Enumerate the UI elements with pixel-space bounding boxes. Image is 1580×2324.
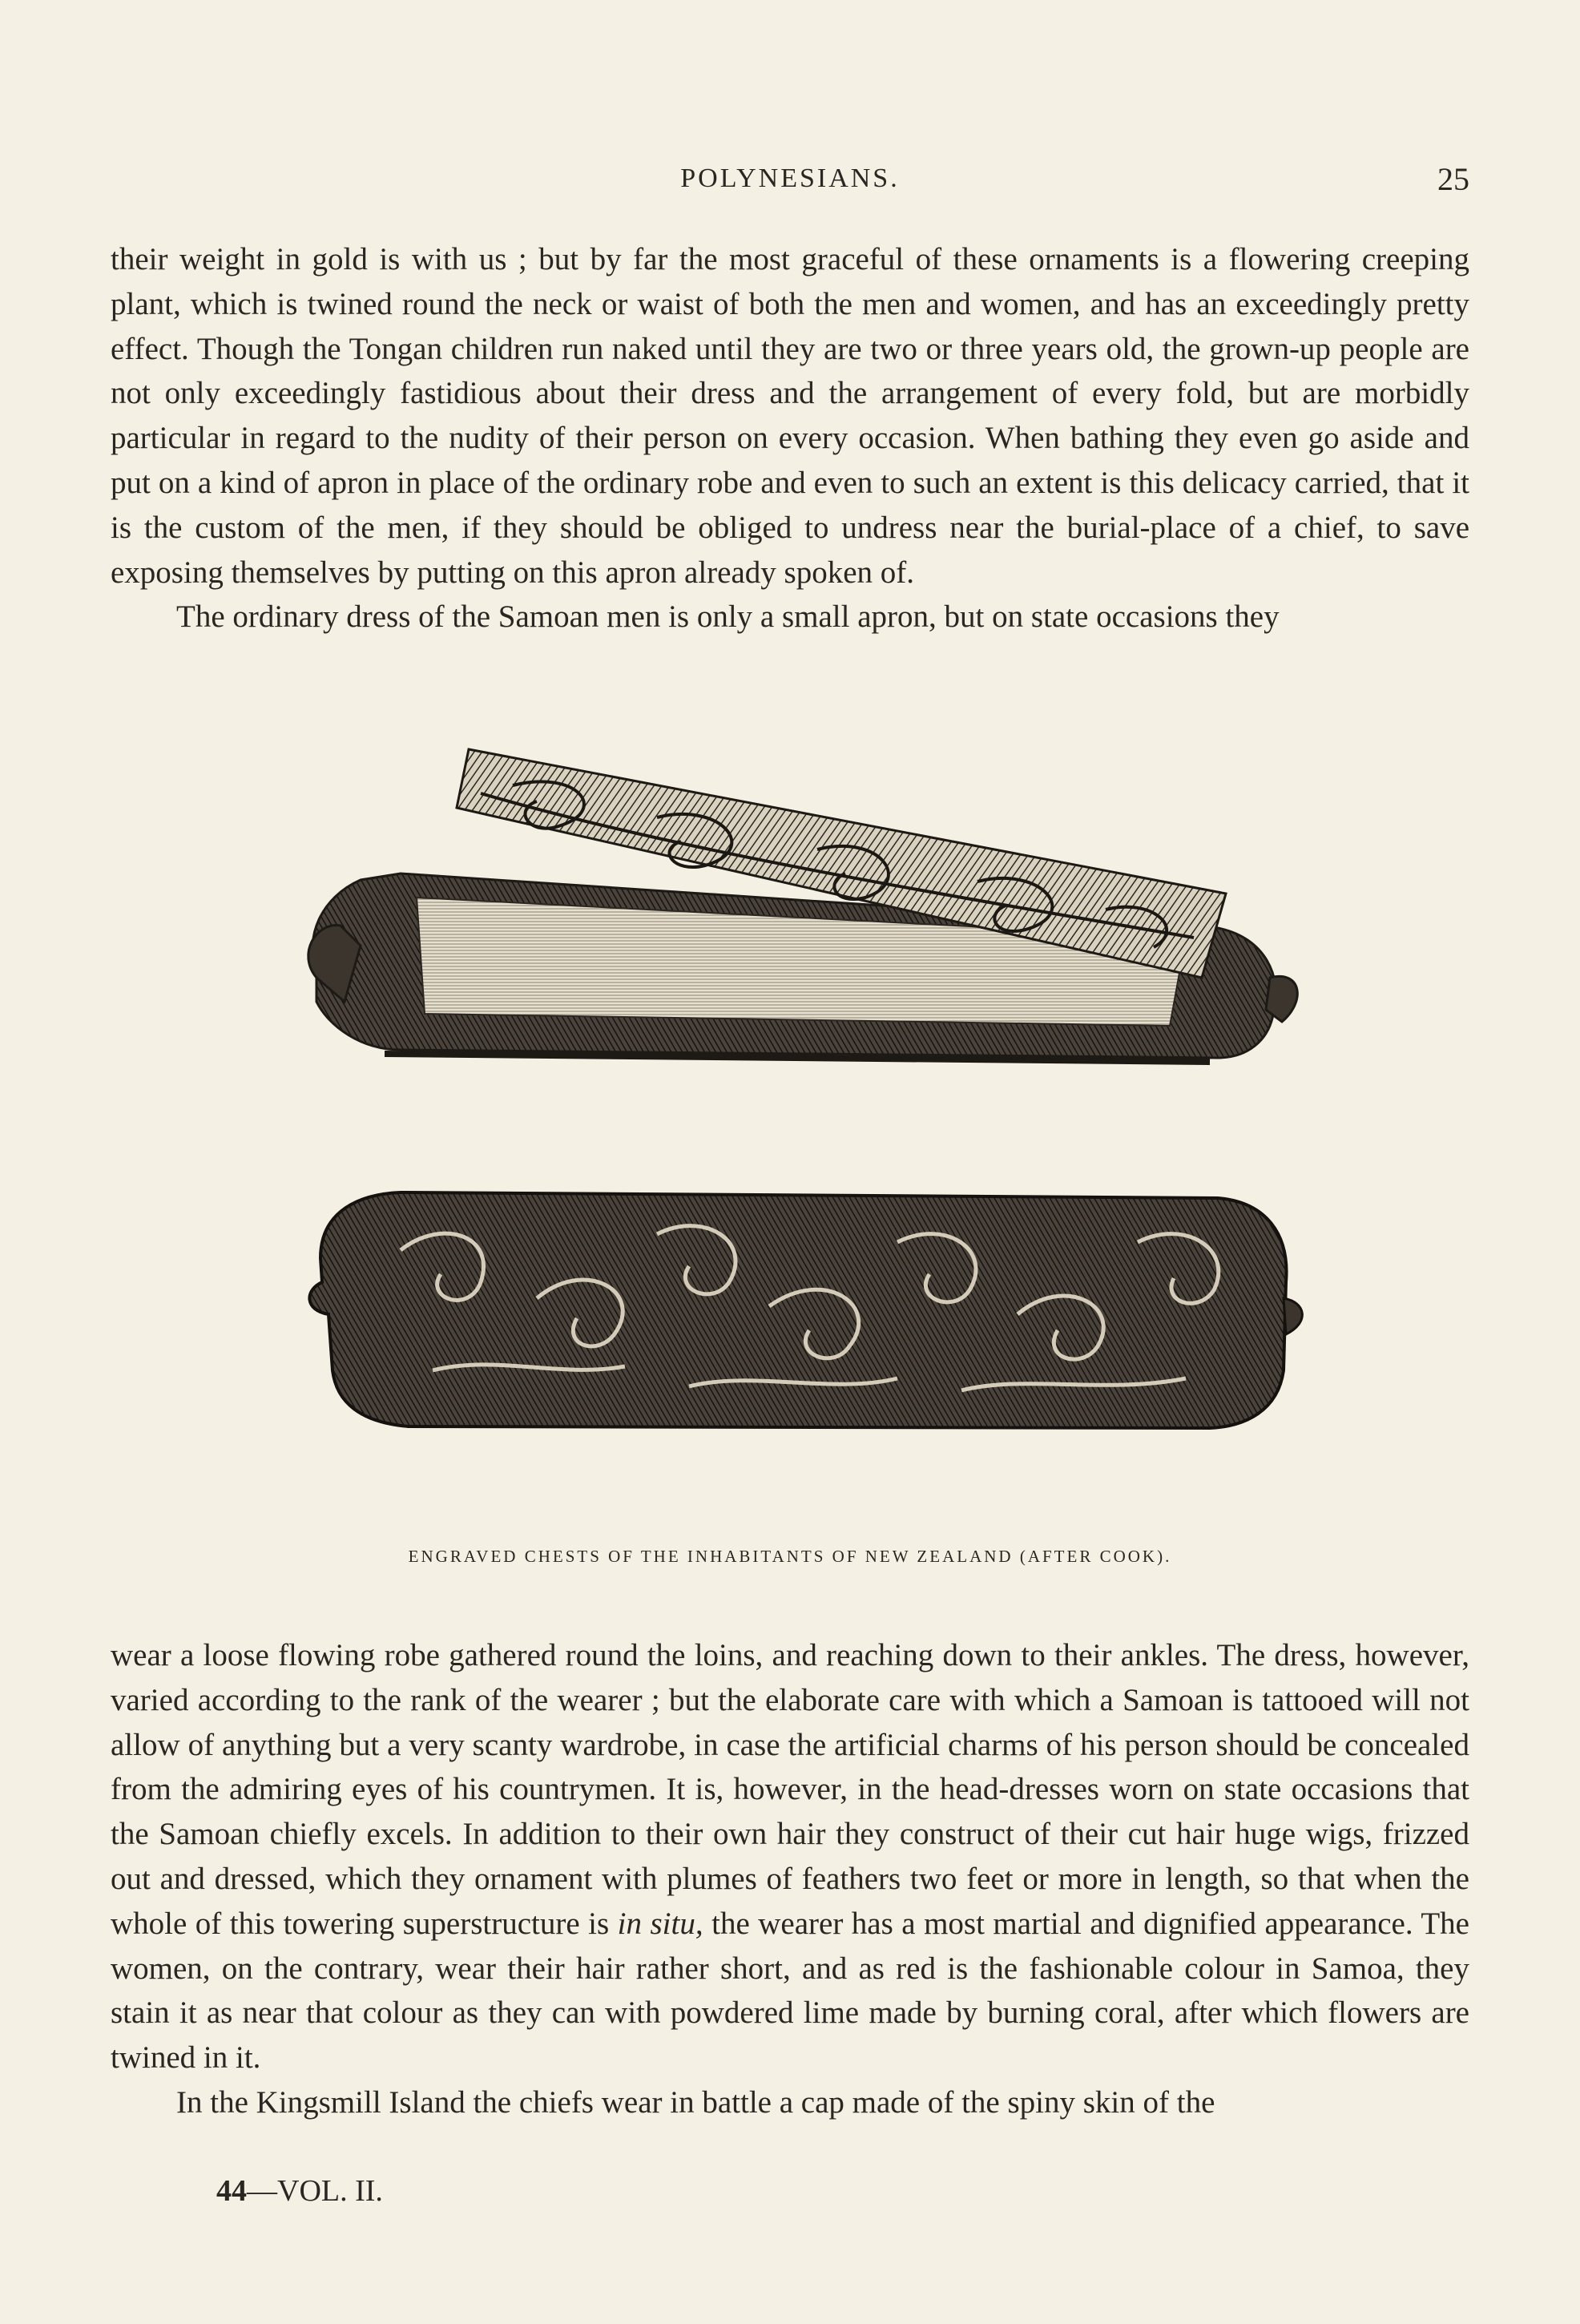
paragraph	[111, 1633, 1469, 2080]
page-number: 25	[1437, 161, 1469, 197]
italic-phrase: in situ,	[617, 1906, 703, 1941]
lower-chest	[309, 1192, 1302, 1428]
paragraph-text: wear a loose flowing robe gathered round the loins, and reaching down to their ankles. The dress, however, varied according to the rank of the wearer ; but the elaborate care with which a Samoan is tattooed will not allow of anything but a very scanty wardrobe, in case the artificial charms of his person should be concealed from the admiring eyes of his countrymen. It is, however, in the head-dresses worn on state occasions that the Samoan chiefly excels. In addition to their own hair they construct of their cut hair huge wigs, frizzed out and dressed, which they ornament with plumes of feathers two feet or more in length, so that when the whole of this towering superstructure is	[111, 1638, 1469, 1941]
engraving-figure	[272, 737, 1314, 1547]
paragraph-text: the wearer has a most martial and dignified appearance. The women, on the contrary, wear their hair rather short, and as red is the fashionable colour in Samoa, they stain it as near that colour as they can with powdered lime made by burning coral, after which flowers are twined in it.	[111, 1906, 1469, 2076]
signature-number: 44	[216, 2174, 247, 2208]
running-head	[111, 157, 1469, 205]
running-title: POLYNESIANS.	[680, 163, 900, 193]
paragraph: In the Kingsmill Island the chiefs wear in battle a cap made of the spiny skin of the	[176, 2084, 1215, 2120]
signature-text: —VOL. II.	[247, 2174, 383, 2208]
upper-chest	[308, 749, 1298, 1062]
figure-caption: ENGRAVED CHESTS OF THE INHABITANTS OF NEW ZEALAND (AFTER COOK).	[408, 1547, 1172, 1566]
paragraph: their weight in gold is with us ; but by far the most graceful of these ornaments is a flowering creeping plant, which is twined round the neck or waist of both the men and women, and has an exceedingly pretty effect. Though the Tongan children run naked until they are two or three years old, the grown-up people are not only exceedingly fastidious about their dress and the arrangement of every fold, but are morbidly particular in regard to the nudity of their person on every occasion. When bathing they even go aside and put on a kind of apron in place of the ordinary robe and even to such an extent is this delicacy carried, that it is the custom of the men, if they should be obliged to undress near the burial-place of a chief, to save exposing themselves by putting on this apron already spoken of.	[111, 242, 1469, 590]
engraved-chests-illustration	[272, 737, 1314, 1547]
paragraph: The ordinary dress of the Samoan men is only a small apron, but on state occasions they	[176, 599, 1280, 635]
signature-mark	[216, 2173, 383, 2209]
text-block-bottom	[111, 1633, 1469, 2125]
text-block-top	[111, 237, 1469, 640]
